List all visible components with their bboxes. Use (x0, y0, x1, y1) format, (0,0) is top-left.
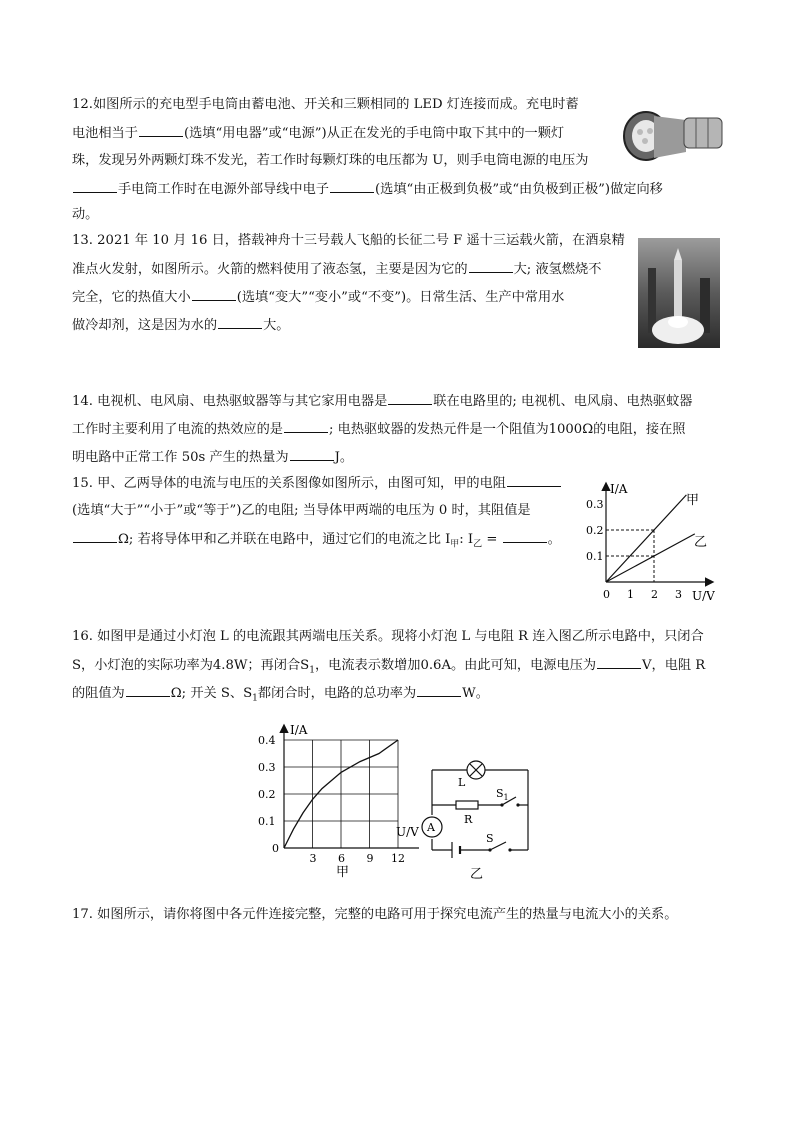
battery-symbol (452, 842, 460, 858)
q13-text: (选填“变大”“变小”或“不变”)。日常生活、生产中常用水 (236, 290, 565, 305)
answer-blank (192, 288, 236, 301)
q14-text: 14. 电视机、电风扇、电热驱蚊器等与其它家用电器是 (72, 394, 388, 409)
graph-caption: 甲 (336, 865, 350, 880)
q17-line1: 17. 如图所示，请你将图中各元件连接完整，完整的电路可用于探究电流产生的热量与电流大小的关系。 (72, 907, 678, 922)
q13-text: 大。 (263, 318, 290, 333)
y-axis-label: I/A (610, 482, 628, 496)
q16-line1: 16. 如图甲是通过小灯泡 L 的电流跟其两端电压关系。现将小灯泡 L 与电阻 R 连入图乙所示电路中，只闭合 (72, 629, 704, 644)
lamp-label: L (458, 776, 466, 789)
q13-text: 做冷却剂，这是因为水的 (72, 318, 218, 333)
q14-text: 工作时主要利用了电流的热效应的是 (72, 422, 283, 437)
q16-text: S，小灯泡的实际功率为4.8W；再闭合S (72, 658, 310, 673)
q14-text: 明电路中正常工作 50s 产生的热量为 (72, 450, 289, 465)
q14-text: 联在电路里的; 电视机、电风扇、电热驱蚊器 (433, 394, 693, 409)
q16-text: ，电流表示数增加0.6A。由此可知，电源电压为 (314, 658, 597, 673)
x-tick-label: 9 (366, 852, 374, 865)
answer-blank (290, 448, 334, 461)
q14-line1 (72, 392, 693, 411)
series-line (606, 495, 686, 582)
y-tick-label: 0.4 (258, 734, 276, 747)
answer-blank (218, 316, 262, 329)
answer-blank (126, 684, 170, 697)
answer-blank (388, 392, 432, 405)
y-axis-label: I/A (290, 723, 308, 737)
subscript: 1 (309, 665, 315, 676)
switch-s1-label: $S_1$ (496, 787, 509, 802)
q15-line2: (选填“大于”“小于”或“等于”)乙的电阻; 当导体甲两端的电压为 0 时，其阻值是 (72, 503, 531, 518)
q12-text: 手电筒工作时在电源外部导线中电子 (118, 182, 329, 197)
q14-text: ; 电热驱蚊器的发热元件是一个阻值为1000Ω的电阻，接在照 (329, 422, 686, 437)
q13-line1: 13. 2021 年 10 月 16 日，搭载神舟十三号载人飞船的长征二号 F 遥十三运载火箭，在酒泉精 (72, 233, 625, 248)
y-tick-label: 0.2 (586, 524, 604, 537)
q15-text: 15. 甲、乙两导体的电流与电压的关系图像如图所示，由图可知，甲的电阻 (72, 476, 506, 491)
y-tick-label: 0 (272, 842, 279, 855)
lamp-symbol (467, 761, 485, 779)
answer-blank (330, 180, 374, 193)
x-tick-label: 12 (391, 852, 405, 865)
x-tick-label: 0 (603, 588, 610, 601)
subscript: 1 (252, 693, 258, 704)
q12-text: (选填“由正极到负极”或“由负极到正极”)做定向移 (375, 182, 663, 197)
answer-blank (507, 474, 561, 487)
q15-line3 (72, 530, 561, 554)
switch-s-label: S (486, 832, 494, 845)
series-label-jia: 甲 (686, 493, 700, 508)
q14-line2 (72, 420, 685, 439)
ammeter-label: A (427, 821, 435, 834)
y-tick-label: 0.2 (258, 788, 276, 801)
x-tick-label: 6 (338, 852, 345, 865)
answer-blank (469, 260, 513, 273)
y-tick-label: 0.1 (258, 815, 276, 828)
q16-line2 (72, 656, 705, 680)
x-axis-label: U/V (396, 825, 419, 839)
y-tick-label: 0.3 (258, 761, 276, 774)
x-tick-label: 2 (651, 588, 658, 601)
subscript: 乙 (473, 539, 483, 550)
q16-text: V，电阻 R (642, 658, 706, 673)
answer-blank (503, 530, 547, 543)
q12-line5: 动。 (72, 207, 99, 222)
series-line (606, 534, 695, 582)
q16-text: W。 (462, 686, 489, 701)
q12-line1: 12.如图所示的充电型手电筒由蓄电池、开关和三颗相同的 LED 灯连接而成。充电时蓄 (72, 97, 579, 112)
iu-graph-q16 (254, 720, 424, 880)
q12-line3: 珠，发现另外两颗灯珠不发光，若工作时每颗灯珠的电压都为 U，则手电筒电源的电压为 (72, 153, 589, 168)
resistor-symbol (456, 801, 478, 809)
q15-text: 。 (547, 532, 561, 547)
answer-blank (597, 656, 641, 669)
q14-text: J。 (334, 450, 354, 465)
q13-text: 完全，它的热值大小 (72, 290, 191, 305)
x-tick-label: 3 (675, 588, 682, 601)
answer-blank (284, 420, 328, 433)
x-axis-label: U/V (692, 589, 715, 603)
subscript: 甲 (450, 539, 460, 550)
q15-text: Ω; 若将导体甲和乙并联在电路中，通过它们的电流之比 I (118, 532, 451, 547)
q16-text: 都闭合时，电路的总功率为 (257, 686, 417, 701)
q12-line4 (72, 180, 663, 199)
q16-text: Ω; 开关 S、S (170, 686, 253, 701)
iu-graph-q15 (584, 478, 734, 604)
q12-line2 (72, 124, 564, 143)
q12-text: (选填“用电器”或“电源”)从正在发光的手电筒中取下其中的一颗灯 (183, 126, 565, 141)
circuit-diagram-q16 (414, 752, 540, 884)
resistor-label: R (464, 813, 473, 826)
x-tick-label: 3 (309, 852, 317, 865)
circuit-caption: 乙 (470, 867, 484, 882)
series-label-yi: 乙 (694, 535, 708, 550)
q14-line3 (72, 448, 353, 467)
q15-text: = (482, 532, 502, 547)
q16-line3 (72, 684, 489, 708)
flashlight-image (616, 104, 726, 166)
q13-line2 (72, 260, 601, 279)
q13-text: 准点火发射，如图所示。火箭的燃料使用了液态氢，主要是因为它的 (72, 262, 468, 277)
q15-line1 (72, 474, 562, 493)
q15-text: : I (459, 532, 474, 547)
answer-blank (417, 684, 461, 697)
q16-text: 的阻值为 (72, 686, 125, 701)
q13-line3 (72, 288, 564, 307)
q13-text: 大; 液氢燃烧不 (513, 262, 602, 277)
answer-blank (73, 180, 117, 193)
x-tick-label: 1 (627, 588, 634, 601)
y-tick-label: 0.1 (586, 550, 604, 563)
q13-line4 (72, 316, 289, 335)
answer-blank (73, 530, 117, 543)
answer-blank (139, 124, 183, 137)
q12-text: 电池相当于 (72, 126, 138, 141)
rocket-launch-image (638, 238, 720, 348)
y-tick-label: 0.3 (586, 498, 604, 511)
